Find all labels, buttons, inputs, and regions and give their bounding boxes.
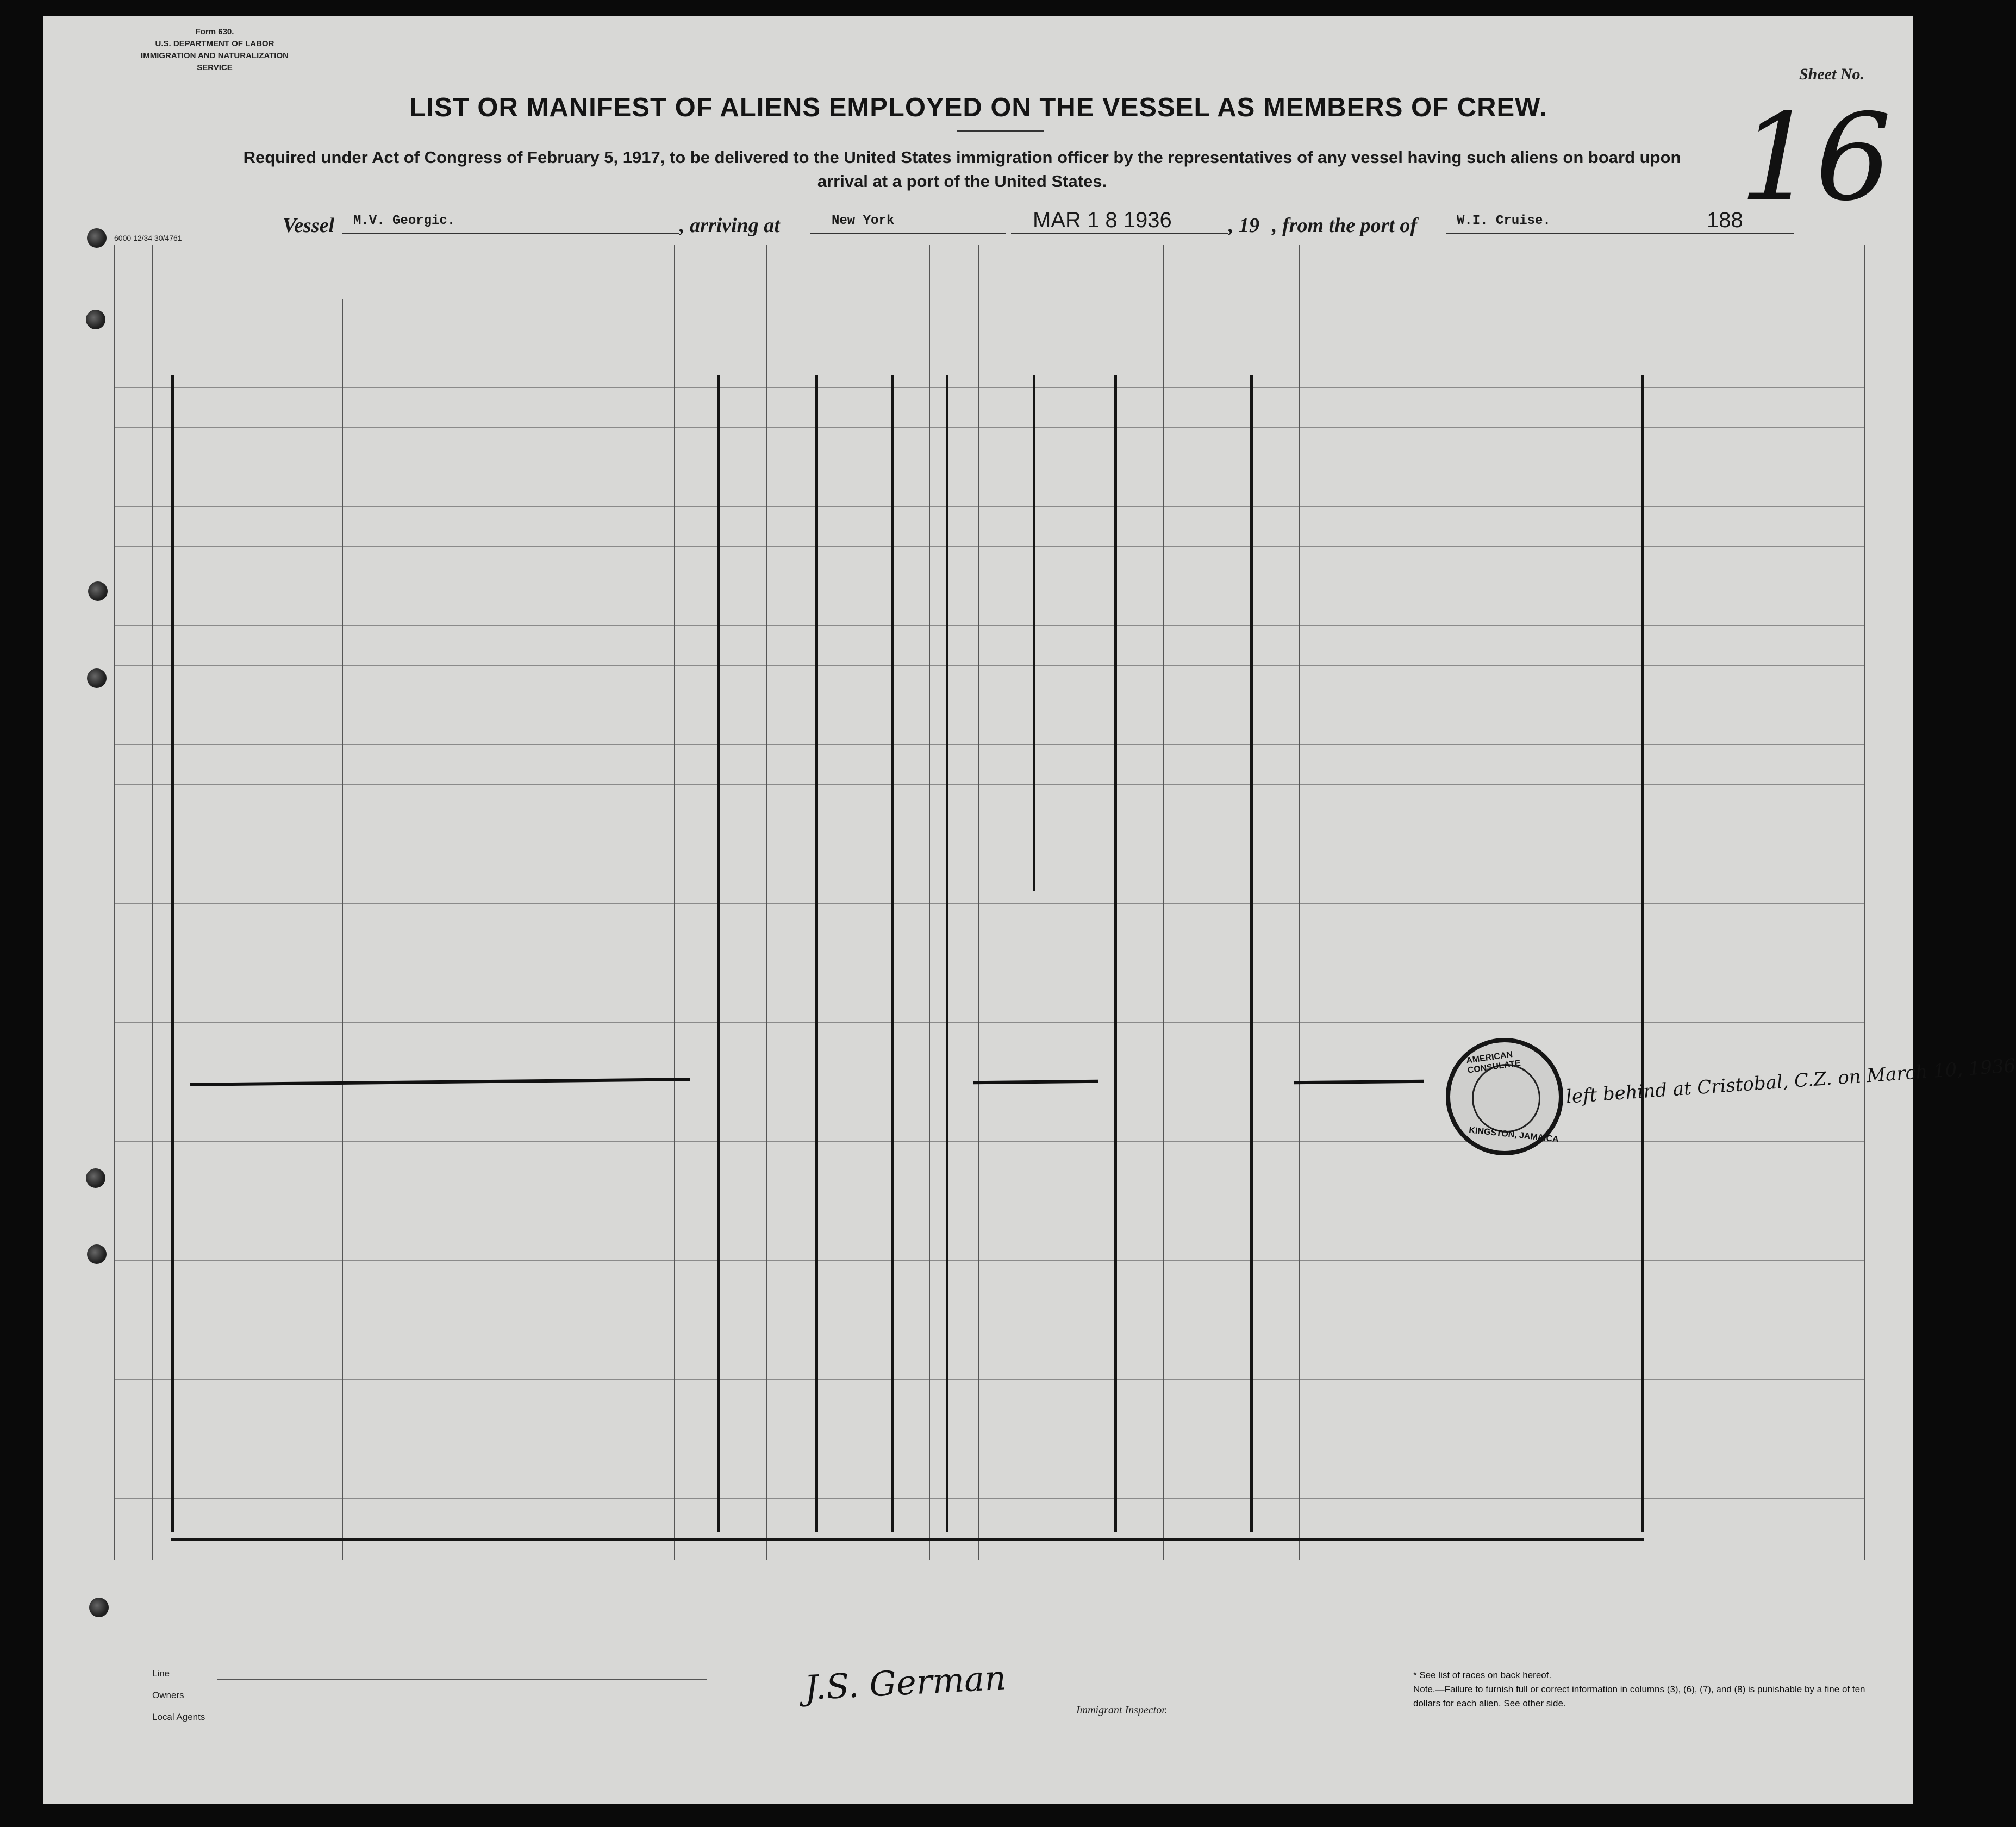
sheet-number-handwritten: 16	[1739, 88, 1892, 227]
punch-hole-icon	[87, 1244, 107, 1264]
row-rule	[114, 665, 1864, 666]
column-rule	[152, 245, 153, 1560]
ditto-line	[1641, 375, 1644, 1532]
strikethrough-line	[190, 1078, 690, 1086]
column-rule	[114, 245, 115, 1560]
vessel-label: Vessel	[283, 214, 334, 237]
vessel-field	[342, 211, 679, 234]
crew-manifest-table	[114, 245, 1864, 1647]
ditto-line	[1250, 375, 1253, 1532]
footnote-races: * See list of races on back hereof.	[1413, 1670, 1552, 1680]
ditto-line	[717, 375, 720, 1532]
row-rule	[114, 903, 1864, 904]
row-rule	[114, 427, 1864, 428]
row-rule	[114, 1498, 1864, 1499]
column-rule	[929, 245, 930, 1560]
row-rule	[114, 1141, 1864, 1142]
row-rule	[114, 387, 1864, 388]
row-rule	[114, 1260, 1864, 1261]
ditto-line	[171, 375, 174, 1532]
punch-hole-icon	[86, 1168, 105, 1188]
punch-hole-icon	[87, 228, 107, 248]
name-split-rule	[342, 299, 343, 1560]
arriving-label: , arriving at	[679, 214, 780, 237]
punch-hole-icon	[87, 668, 107, 688]
row-rule	[114, 506, 1864, 507]
stamp-top-text: AMERICAN CONSULATE	[1465, 1050, 1521, 1075]
column-rule	[1864, 245, 1865, 1560]
vessel-value: M.V. Georgic.	[353, 214, 455, 228]
page-subtitle: Required under Act of Congress of February 5, 1917, to be delivered to the United States immigration officer by the representatives of any vessel having such aliens on board upon arrival at a port of the United States.	[243, 148, 1681, 191]
shipped-split-rule	[766, 299, 767, 1560]
line-underline	[217, 1679, 707, 1680]
row-rule	[114, 546, 1864, 547]
inspector-signature: J.S. German	[803, 1657, 1007, 1708]
arriving-value: New York	[832, 214, 895, 228]
form-id-block	[125, 26, 304, 74]
footnote-penalty: Note.—Failure to furnish full or correct information in columns (3), (6), (7), and (8) is punishable by a fine of ten dollars for each alien. See other side.	[1413, 1684, 1865, 1709]
column-rule	[978, 245, 979, 1560]
arriving-field	[810, 211, 1006, 234]
date-stamp: MAR 1 8 1936	[1033, 208, 1172, 232]
ditto-line	[1033, 375, 1035, 891]
year-label: , 19	[1228, 214, 1259, 237]
manifest-sheet	[43, 16, 2016, 1804]
strikethrough-line	[1294, 1080, 1424, 1085]
ditto-line	[946, 375, 948, 1532]
row19-handwritten-note: left behind at Cristobal, C.Z. on March 10, 1936	[1565, 1055, 2016, 1108]
punch-hole-icon	[89, 1598, 109, 1617]
row-rule	[114, 1379, 1864, 1380]
title-rule	[957, 130, 1044, 132]
row-rule	[114, 625, 1864, 626]
from-port-value: W.I. Cruise.	[1457, 214, 1551, 228]
row-rule	[114, 784, 1864, 785]
stamp-bottom-text: KINGSTON, JAMAICA	[1468, 1125, 1559, 1144]
strikethrough-line	[973, 1080, 1098, 1084]
ditto-line	[1114, 375, 1117, 1532]
form-number: Form 630.	[195, 27, 234, 36]
punch-hole-icon	[86, 310, 105, 329]
department-name: U.S. DEPARTMENT OF LABOR	[155, 39, 274, 48]
row-rule	[114, 1022, 1864, 1023]
owners-label: Owners	[152, 1690, 184, 1700]
date-field	[1011, 208, 1228, 234]
ditto-line	[891, 375, 894, 1532]
column-rule	[1299, 245, 1300, 1560]
service-name: IMMIGRATION AND NATURALIZATION SERVICE	[141, 51, 289, 72]
eagle-seal-icon	[1472, 1064, 1540, 1133]
row-rule	[114, 744, 1864, 745]
local-agents-label: Local Agents	[152, 1712, 205, 1722]
ditto-line	[815, 375, 818, 1532]
from-port-label: , from the port of	[1272, 214, 1418, 237]
punch-hole-icon	[88, 581, 108, 601]
closing-line	[171, 1538, 1644, 1541]
page-title: LIST OR MANIFEST OF ALIENS EMPLOYED ON THE VESSEL AS MEMBERS OF CREW.	[409, 93, 1547, 122]
consulate-stamp	[1446, 1038, 1563, 1155]
line-label: Line	[152, 1668, 170, 1679]
column-rule	[1163, 245, 1164, 1560]
print-code: 6000 12/34 30/4761	[114, 234, 182, 242]
inspector-label: Immigrant Inspector.	[1076, 1704, 1168, 1716]
vessel-row	[43, 209, 1913, 242]
column-rule	[674, 245, 675, 1560]
manifest-number: 188	[1707, 208, 1743, 232]
sheet-number-label: Sheet No.	[1799, 65, 1864, 83]
